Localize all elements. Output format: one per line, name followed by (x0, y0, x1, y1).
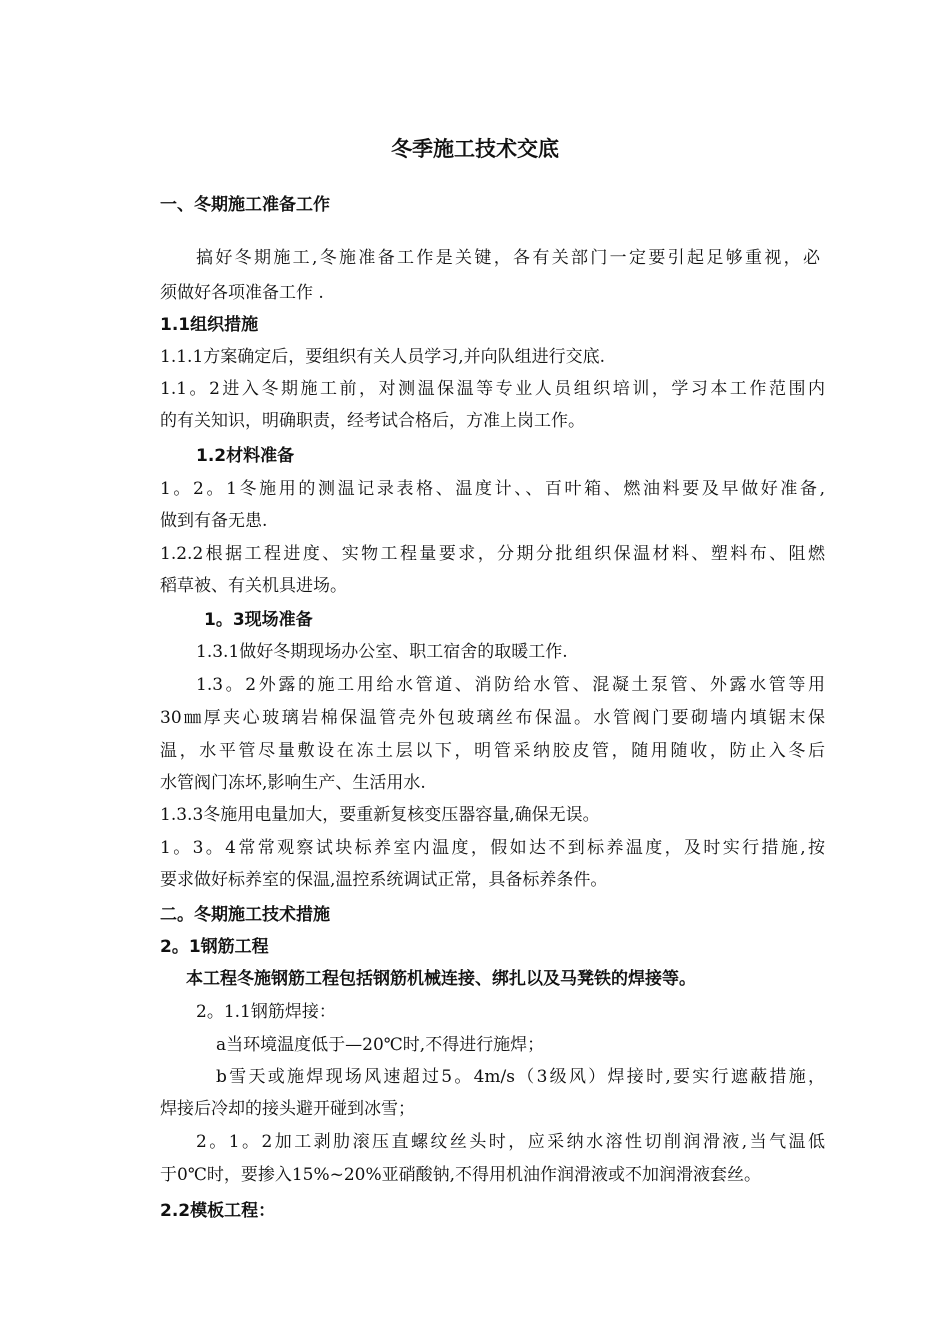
subsection-heading: 2。1钢筋工程 (160, 937, 269, 957)
subsection-heading: 1.1组织措施 (160, 315, 259, 335)
paragraph-line: 须做好各项准备工作 . (160, 283, 324, 303)
paragraph-line: 30㎜厚夹心玻璃岩棉保温管壳外包玻璃丝布保温。水管阀门要砌墙内填锯末保 (160, 708, 825, 728)
paragraph-line: 焊接后冷却的接头避开碰到冰雪； (160, 1099, 415, 1119)
paragraph-line: 1.3.1做好冬期现场办公室、职工宿舍的取暖工作. (196, 642, 568, 662)
page-title: 冬季施工技术交底 (391, 137, 559, 161)
paragraph-line: a当环境温度低于—20℃时,不得进行施焊； (216, 1035, 545, 1055)
subsection-heading: 2.2模板工程： (160, 1201, 276, 1221)
paragraph-line: 1.3。2外露的施工用给水管道、消防给水管、混凝土泵管、外露水管等用 (196, 675, 825, 695)
paragraph-line: 1.2.2根据工程进度、实物工程量要求，分期分批组织保温材料、塑料布、阻燃 (160, 544, 825, 564)
paragraph-line: 1.1。2进入冬期施工前，对测温保温等专业人员组织培训，学习本工作范围内 (160, 379, 825, 399)
subsection-heading: 1.2材料准备 (196, 446, 295, 466)
subsection-heading: 1。3现场准备 (204, 610, 313, 630)
paragraph-line: 做到有备无患. (160, 511, 268, 531)
paragraph-line: 1.3.3冬施用电量加大，要重新复核变压器容量,确保无误。 (160, 805, 600, 825)
paragraph-line: 要求做好标养室的保温,温控系统调试正常，具备标养条件。 (160, 870, 608, 890)
paragraph-line: 水管阀门冻坏,影响生产、生活用水. (160, 773, 426, 793)
paragraph-line: 2。1。2加工剥肋滚压直螺纹丝头时，应采纳水溶性切削润滑液,当气温低 (196, 1132, 825, 1152)
paragraph-line: 温，水平管尽量敷设在冻土层以下，明管采纳胶皮管，随用随收，防止入冬后 (160, 741, 825, 761)
paragraph-line: 稻草被、有关机具进场。 (160, 576, 347, 596)
paragraph-line: 1。3。4常常观察试块标养室内温度，假如达不到标养温度，及时实行措施,按 (160, 838, 825, 858)
section-heading: 一、冬期施工准备工作 (160, 195, 330, 215)
paragraph-line: 搞好冬期施工,冬施准备工作是关键，各有关部门一定要引起足够重视，必 (196, 248, 820, 268)
paragraph-line: 的有关知识，明确职责，经考试合格后，方准上岗工作。 (160, 411, 585, 431)
paragraph-line: 1。2。1冬施用的测温记录表格、温度计、、百叶箱、燃油料要及早做好准备, (160, 479, 825, 499)
section-heading: 二。冬期施工技术措施 (160, 905, 330, 925)
paragraph-line: 1.1.1方案确定后，要组织有关人员学习,并向队组进行交底. (160, 347, 606, 367)
paragraph-line: 2。1.1钢筋焊接： (196, 1002, 336, 1022)
paragraph-line-bold: 本工程冬施钢筋工程包括钢筋机械连接、绑扎以及马凳铁的焊接等。 (186, 969, 696, 989)
paragraph-line: b雪天或施焊现场风速超过5。4m/s（3级风）焊接时,要实行遮蔽措施， (216, 1067, 825, 1087)
paragraph-line: 于0℃时，要掺入15%~20%亚硝酸钠,不得用机油作润滑液或不加润滑液套丝。 (160, 1165, 762, 1185)
